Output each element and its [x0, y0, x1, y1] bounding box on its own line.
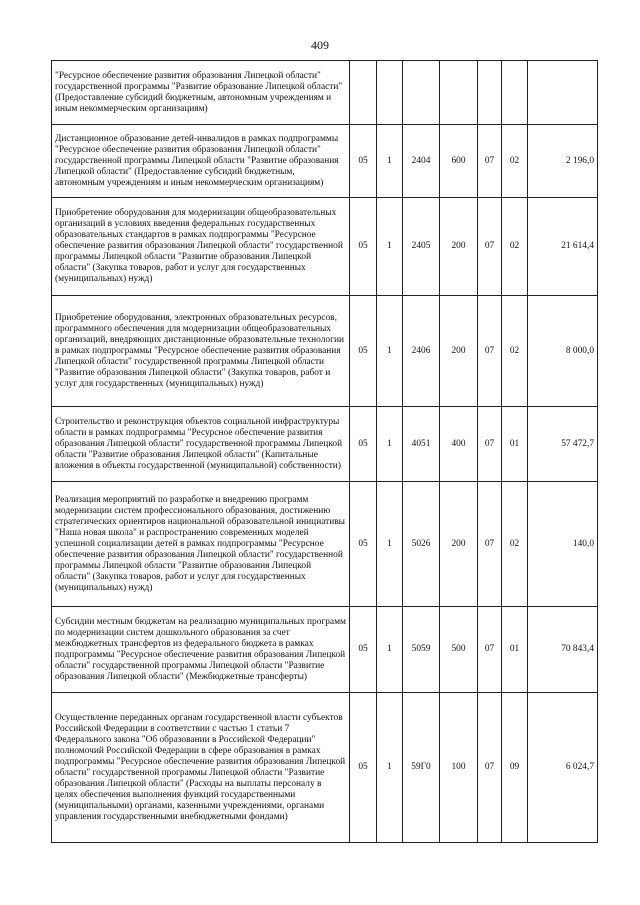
direction-code: 5026	[403, 482, 440, 607]
row-description: Приобретение оборудования, электронных образовательных ресурсов, программного обеспечения для модернизации общеобразовательных организаций, внедряющих дистанционные образовательные технологии в рамках подпрограммы "Ресурсное обеспечение развития образования Липецкой области" государственной программы Липецкой области "Развитие образования Липецкой области" (Закупка товаров, работ и услуг для государственных (муниципальных) нужд)	[52, 296, 350, 407]
section-code: 07	[478, 693, 502, 843]
amount: 2 196,0	[528, 125, 598, 198]
amount: 21 614,4	[528, 198, 598, 296]
amount: 70 843,4	[528, 607, 598, 693]
subsection-code: 09	[502, 693, 528, 843]
subprogram-code: 1	[377, 482, 403, 607]
subsection-code	[502, 61, 528, 125]
section-code: 07	[478, 607, 502, 693]
subprogram-code: 1	[377, 693, 403, 843]
section-code: 07	[478, 125, 502, 198]
table-row	[52, 198, 598, 296]
subsection-code: 02	[502, 198, 528, 296]
row-description: Реализация мероприятий по разработке и внедрению программ модернизации систем профессионального образования, достижению стратегических ориентиров национальной образовательной инициативы "Наша новая школа" и распространению современных моделей успешной социализации детей в рамках подпрограммы "Ресурсное обеспечение развития образования Липецкой области" государственной программы Липецкой области "Развитие образования Липецкой области" (Закупка товаров, работ и услуг для государственных (муниципальных) нужд)	[52, 482, 350, 607]
table-row	[52, 693, 598, 843]
expense-type-code: 100	[440, 693, 478, 843]
program-code: 05	[350, 607, 377, 693]
table-row	[52, 607, 598, 693]
program-code: 05	[350, 125, 377, 198]
row-description: Приобретение оборудования для модернизации общеобразовательных организаций в условиях введения федеральных государственных образовательных стандартов в рамках подпрограммы "Ресурсное обеспечение развития образования Липецкой области" государственной программы Липецкой области "Развитие образования Липецкой области" (Закупка товаров, работ и услуг для государственных (муниципальных) нужд)	[52, 198, 350, 296]
budget-table	[51, 60, 598, 843]
table-row	[52, 125, 598, 198]
direction-code: 59Г0	[403, 693, 440, 843]
direction-code: 5059	[403, 607, 440, 693]
table-row	[52, 482, 598, 607]
expense-type-code: 200	[440, 198, 478, 296]
program-code: 05	[350, 407, 377, 482]
row-description: Дистанционное образование детей-инвалидов в рамках подпрограммы "Ресурсное обеспечение развития образования Липецкой области" государственной программы Липецкой области "Развитие образования Липецкой области" (Предоставление субсидий бюджетным, автономным учреждениям и иным некоммерческим организациям)	[52, 125, 350, 198]
amount: 140,0	[528, 482, 598, 607]
table-row	[52, 407, 598, 482]
subsection-code: 01	[502, 407, 528, 482]
table-row	[52, 296, 598, 407]
program-code: 05	[350, 296, 377, 407]
section-code: 07	[478, 482, 502, 607]
direction-code: 2404	[403, 125, 440, 198]
program-code: 05	[350, 693, 377, 843]
expense-type-code: 400	[440, 407, 478, 482]
program-code: 05	[350, 482, 377, 607]
direction-code: 2405	[403, 198, 440, 296]
section-code: 07	[478, 296, 502, 407]
subprogram-code: 1	[377, 407, 403, 482]
expense-type-code: 500	[440, 607, 478, 693]
section-code: 07	[478, 198, 502, 296]
expense-type-code: 600	[440, 125, 478, 198]
program-code	[350, 61, 377, 125]
direction-code: 2406	[403, 296, 440, 407]
amount	[528, 61, 598, 125]
row-description: Строительство и реконструкция объектов социальной инфраструктуры области в рамках подпрограммы "Ресурсное обеспечение развития образования Липецкой области" государственной программы Липецкой области "Развитие образования Липецкой области" (Капитальные вложения в объекты государственной (муниципальной) собственности)	[52, 407, 350, 482]
expense-type-code	[440, 61, 478, 125]
direction-code	[403, 61, 440, 125]
subsection-code: 02	[502, 296, 528, 407]
expense-type-code: 200	[440, 296, 478, 407]
subprogram-code: 1	[377, 296, 403, 407]
amount: 8 000,0	[528, 296, 598, 407]
page-number: 409	[311, 38, 329, 52]
program-code: 05	[350, 198, 377, 296]
subprogram-code	[377, 61, 403, 125]
table-row	[52, 61, 598, 125]
section-code: 07	[478, 407, 502, 482]
subsection-code: 02	[502, 125, 528, 198]
expense-type-code: 200	[440, 482, 478, 607]
direction-code: 4051	[403, 407, 440, 482]
row-description: Осуществление переданных органам государственной власти субъектов Российской Федерации в соответствии с частью 1 статьи 7 Федерального закона "Об образовании в Российской Федерации" полномочий Российской Федерации в сфере образования в рамках подпрограммы "Ресурсное обеспечение развития образования Липецкой области" государственной программы Липецкой области "Развитие образования Липецкой области" (Расходы на выплаты персоналу в целях обеспечения выполнения функций государственными (муниципальными) органами, казенными учреждениями, органами управления государственными внебюджетными фондами)	[52, 693, 350, 843]
subprogram-code: 1	[377, 125, 403, 198]
subsection-code: 02	[502, 482, 528, 607]
amount: 6 024,7	[528, 693, 598, 843]
subprogram-code: 1	[377, 198, 403, 296]
subprogram-code: 1	[377, 607, 403, 693]
row-description: "Ресурсное обеспечение развития образования Липецкой области" государственной программы "Развитие образование Липецкой области" (Предоставление субсидий бюджетным, автономным учреждениям и иным некоммерческим организациям)	[52, 61, 350, 125]
amount: 57 472,7	[528, 407, 598, 482]
section-code	[478, 61, 502, 125]
row-description: Субсидии местным бюджетам на реализацию муниципальных программ по модернизации систем дошкольного образования за счет межбюджетных трансфертов из федерального бюджета в рамках подпрограммы "Ресурсное обеспечение развития образования Липецкой области" государственной программы Липецкой области "Развитие образования Липецкой области" (Межбюджетные трансферты)	[52, 607, 350, 693]
subsection-code: 01	[502, 607, 528, 693]
